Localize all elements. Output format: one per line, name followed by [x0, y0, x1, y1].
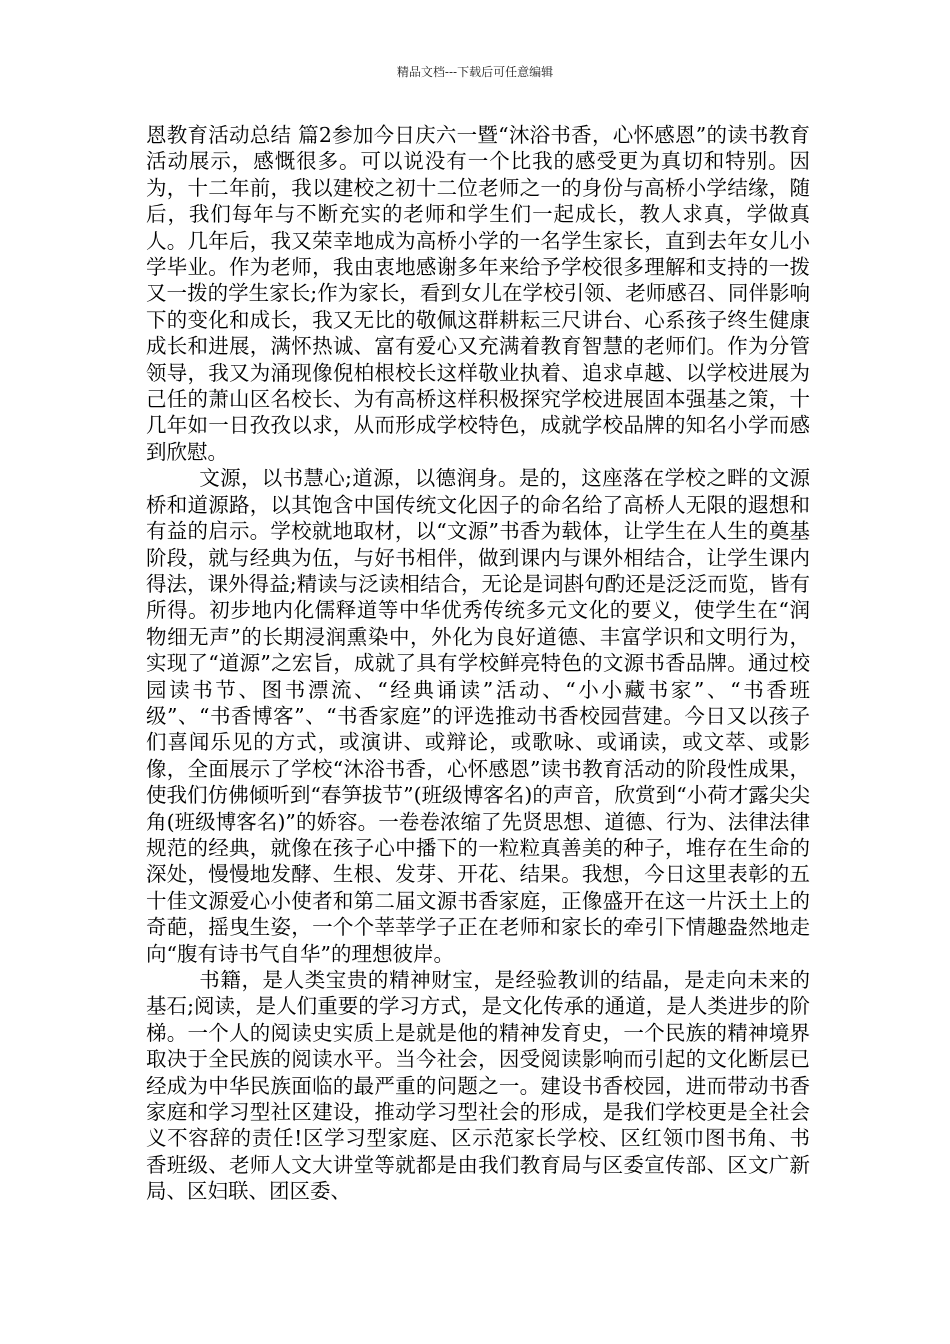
paragraph-2: 文源，以书慧心;道源，以德润身。是的，这座落在学校之畔的文源桥和道源路，以其饱含中国传统文化因子的命名给了高桥人无限的遐想和有益的启示。学校就地取材，以“文源”书香为载体，让学生在人生的奠基阶段，就与经典为伍，与好书相伴，做到课内与课外相结合，让学生课内得法，课外得益;精读与泛读相结合，无论是词斟句酌还是泛泛而览，皆有所得。初步地内化儒释道等中华优秀传统多元文化的要义，使学生在“润物细无声”的长期浸润熏染中，外化为良好道德、丰富学识和文明行为，实现了“道源”之宏旨，成就了具有学校鲜亮特色的文源书香品牌。通过校园读书节、图书漂流、“经典诵读”活动、“小小藏书家”、“书香班级”、“书香博客”、“书香家庭”的评选推动书香校园营建。今日又以孩子们喜闻乐见的方式，或演讲、或辩论，或歌咏、或诵读，或文萃、或影像，全面展示了学校“沐浴书香，心怀感恩”读书教育活动的阶段性成果，使我们仿佛倾听到“春笋拔节”(班级博客名)的声音，欣赏到“小荷才露尖尖角(班级博客名)”的娇容。一卷卷浓缩了先贤思想、道德、行为、法律法律规范的经典，就像在孩子心中播下的一粒粒真善美的种子，堆存在生命的深处，慢慢地发酵、生根、发芽、开花、结果。我想，今日这里表彰的五十佳文源爱心小使者和第二届文源书香家庭，正像盛开在这一片沃土上的奇葩，摇曳生姿，一个个莘莘学子正在老师和家长的牵引下情趣盎然地走向“腹有诗书气自华”的理想彼岸。	[146, 466, 810, 966]
paragraph-1: 恩教育活动总结 篇2参加今日庆六一暨“沐浴书香，心怀感恩”的读书教育活动展示，感慨很多。可以说没有一个比我的感受更为真切和特别。因为，十二年前，我以建校之初十二位老师之一的身份与高桥小学结缘，随后，我们每年与不断充实的老师和学生们一起成长，教人求真，学做真人。几年后，我又荣幸地成为高桥小学的一名学生家长，直到去年女儿小学毕业。作为老师，我由衷地感谢多年来给予学校很多理解和支持的一拨又一拨的学生家长;作为家长，看到女儿在学校引领、老师感召、同伴影响下的变化和成长，我又无比的敬佩这群耕耘三尺讲台、心系孩子终生健康成长和进展，满怀热诚、富有爱心又充满着教育智慧的老师们。作为分管领导，我又为涌现像倪柏根校长这样敬业执着、追求卓越、以学校进展为己任的萧山区名校长、为有高桥这样积极探究学校进展固本强基之策，十几年如一日孜孜以求，从而形成学校特色，成就学校品牌的知名小学而感到欣慰。	[146, 123, 810, 464]
paragraph-3: 书籍，是人类宝贵的精神财宝，是经验教训的结晶，是走向未来的基石;阅读，是人们重要的学习方式，是文化传承的通道，是人类进步的阶梯。一个人的阅读史实质上是就是他的精神发育史，一个民族的精神境界取决于全民族的阅读水平。当今社会，因受阅读影响而引起的文化断层已经成为中华民族面临的最严重的问题之一。建设书香校园，进而带动书香家庭和学习型社区建设，推动学习型社会的形成，是我们学校更是全社会义不容辞的责任!区学习型家庭、区示范家长学校、区红领巾图书角、书香班级、老师人文大讲堂等就都是由我们教育局与区委宣传部、区文广新局、区妇联、团区委、	[146, 968, 810, 1204]
document-body	[146, 122, 810, 1205]
page-header: 精品文档---下载后可任意编辑	[396, 65, 554, 79]
